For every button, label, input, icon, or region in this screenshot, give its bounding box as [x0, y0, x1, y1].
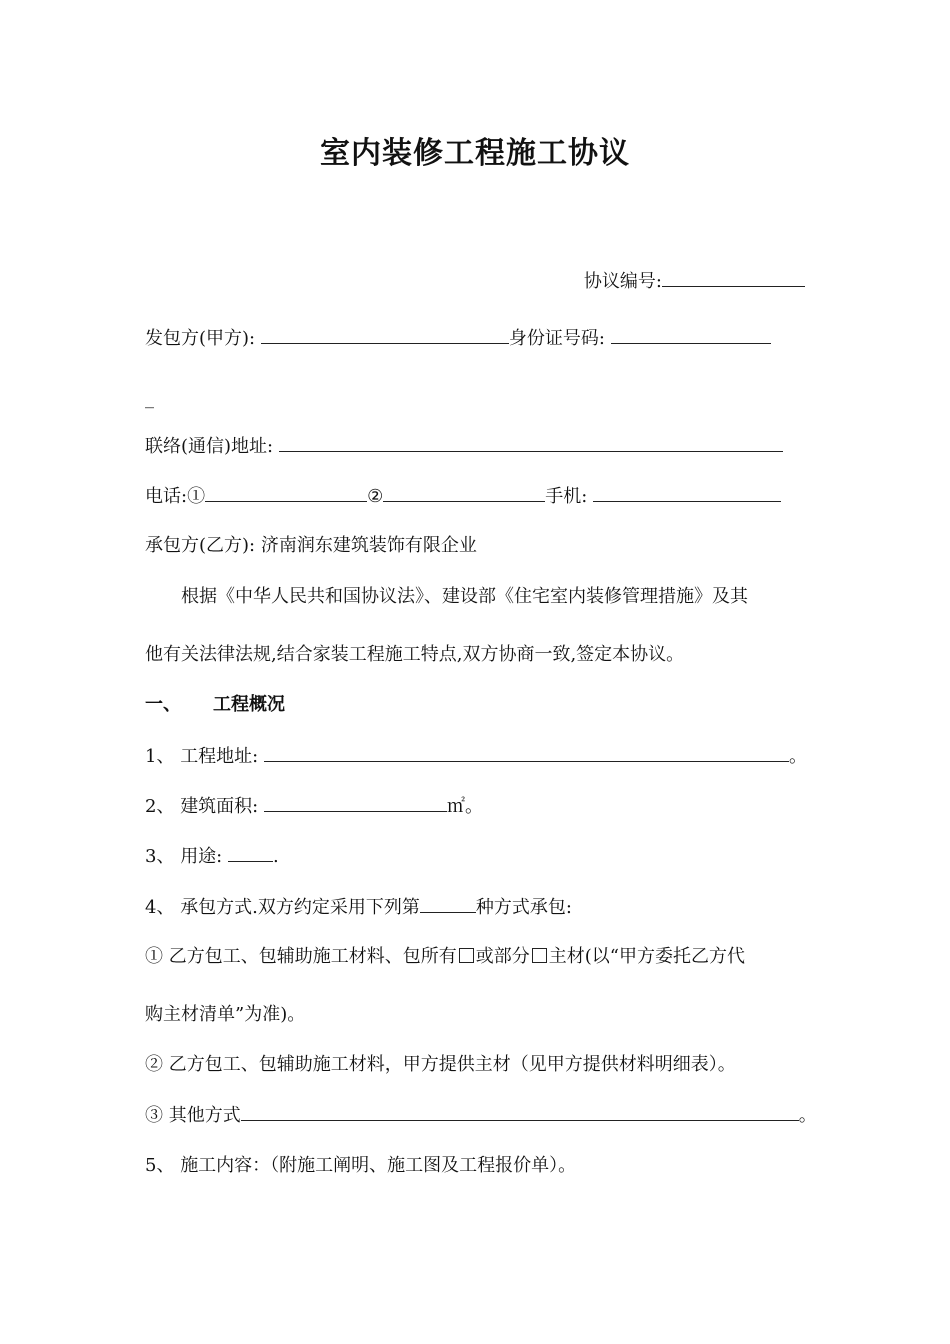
- item-2-label: 建筑面积:: [180, 796, 259, 817]
- option-1-text-b: 或部分: [475, 946, 530, 967]
- agreement-number-row: [145, 268, 805, 295]
- item-4-end: 种方式承包:: [475, 897, 572, 918]
- item-4-label: 承包方式.双方约定采用下列第: [180, 897, 420, 918]
- option-2-row: ② 乙方包工、包辅助施工材料，甲方提供主材（见甲方提供材料明细表）。: [145, 1054, 736, 1075]
- option-1-text-a: ① 乙方包工、包辅助施工材料、包所有: [145, 946, 457, 967]
- party-b-label: 承包方(乙方):: [145, 535, 256, 556]
- party-b-row: [145, 533, 805, 559]
- all-materials-checkbox[interactable]: [459, 948, 474, 963]
- party-a-overflow-row: [145, 386, 805, 412]
- phone-mark-1: ①: [187, 486, 206, 507]
- party-a-overflow-mark: _: [145, 388, 154, 409]
- address-label: 联络(通信)地址:: [145, 436, 274, 457]
- section-1-title: 工程概况: [213, 694, 285, 715]
- item-3-row: [145, 843, 805, 870]
- section-1-heading: [145, 692, 805, 718]
- option-1-row: [145, 944, 805, 970]
- item-4-row: [145, 894, 805, 921]
- address-blank[interactable]: [279, 433, 783, 452]
- item-2-row: [145, 793, 805, 820]
- option-3-row: [145, 1102, 817, 1129]
- intro-line-2: 他有关法律法规,结合家装工程施工特点,双方协商一致,签定本协议。: [145, 644, 685, 665]
- mobile-label: 手机:: [545, 486, 588, 507]
- party-b-name: 济南润东建筑装饰有限企业: [260, 535, 477, 556]
- item-1-label: 工程地址:: [180, 746, 259, 767]
- item-3-number: 3、: [145, 846, 175, 867]
- option-3-label: ③ 其他方式: [145, 1105, 241, 1126]
- option-3-end: 。: [798, 1105, 817, 1126]
- item-5-number: 5、: [145, 1155, 175, 1176]
- document-title: 室内装修工程施工协议: [320, 136, 630, 171]
- phone-mark-2: ②: [367, 486, 384, 507]
- id-number-blank[interactable]: [611, 325, 771, 344]
- item-1-number: 1、: [145, 746, 175, 767]
- phone-2-blank[interactable]: [383, 483, 545, 502]
- party-a-name-blank[interactable]: [261, 325, 509, 344]
- section-1-number: 一、: [145, 694, 181, 715]
- agreement-number-blank[interactable]: [662, 268, 805, 287]
- address-row: [145, 433, 805, 460]
- contract-method-blank[interactable]: [420, 894, 476, 913]
- item-5-row: [145, 1153, 805, 1179]
- party-a-row: [145, 325, 805, 352]
- item-2-number: 2、: [145, 796, 175, 817]
- option-1-line-2: 购主材清单”为准)。: [145, 1004, 306, 1025]
- intro-line-1: 根据《中华人民共和国协议法》、建设部《住宅室内装修管理措施》及其: [181, 586, 748, 607]
- item-1-row: [145, 743, 805, 770]
- phone-1-blank[interactable]: [205, 483, 367, 502]
- id-number-label: 身份证号码:: [508, 328, 605, 349]
- mobile-blank[interactable]: [593, 483, 781, 502]
- item-5-label: 施工内容：（附施工阐明、施工图及工程报价单）。: [180, 1155, 577, 1176]
- item-4-number: 4、: [145, 897, 175, 918]
- item-3-label: 用途:: [180, 846, 223, 867]
- other-method-blank[interactable]: [241, 1102, 799, 1121]
- item-3-end: .: [273, 846, 279, 867]
- building-area-blank[interactable]: [264, 793, 447, 812]
- party-a-label: 发包方(甲方):: [145, 328, 256, 349]
- agreement-number-label: 协议编号:: [583, 271, 662, 292]
- phone-row: [145, 483, 805, 510]
- item-1-end: 。: [789, 746, 807, 767]
- usage-blank[interactable]: [228, 843, 273, 862]
- option-1-text-c: 主材(以“甲方委托乙方代: [548, 946, 745, 967]
- item-2-unit: ㎡。: [447, 796, 483, 817]
- partial-materials-checkbox[interactable]: [532, 948, 547, 963]
- project-address-blank[interactable]: [264, 743, 789, 762]
- phone-label: 电话:: [145, 486, 188, 507]
